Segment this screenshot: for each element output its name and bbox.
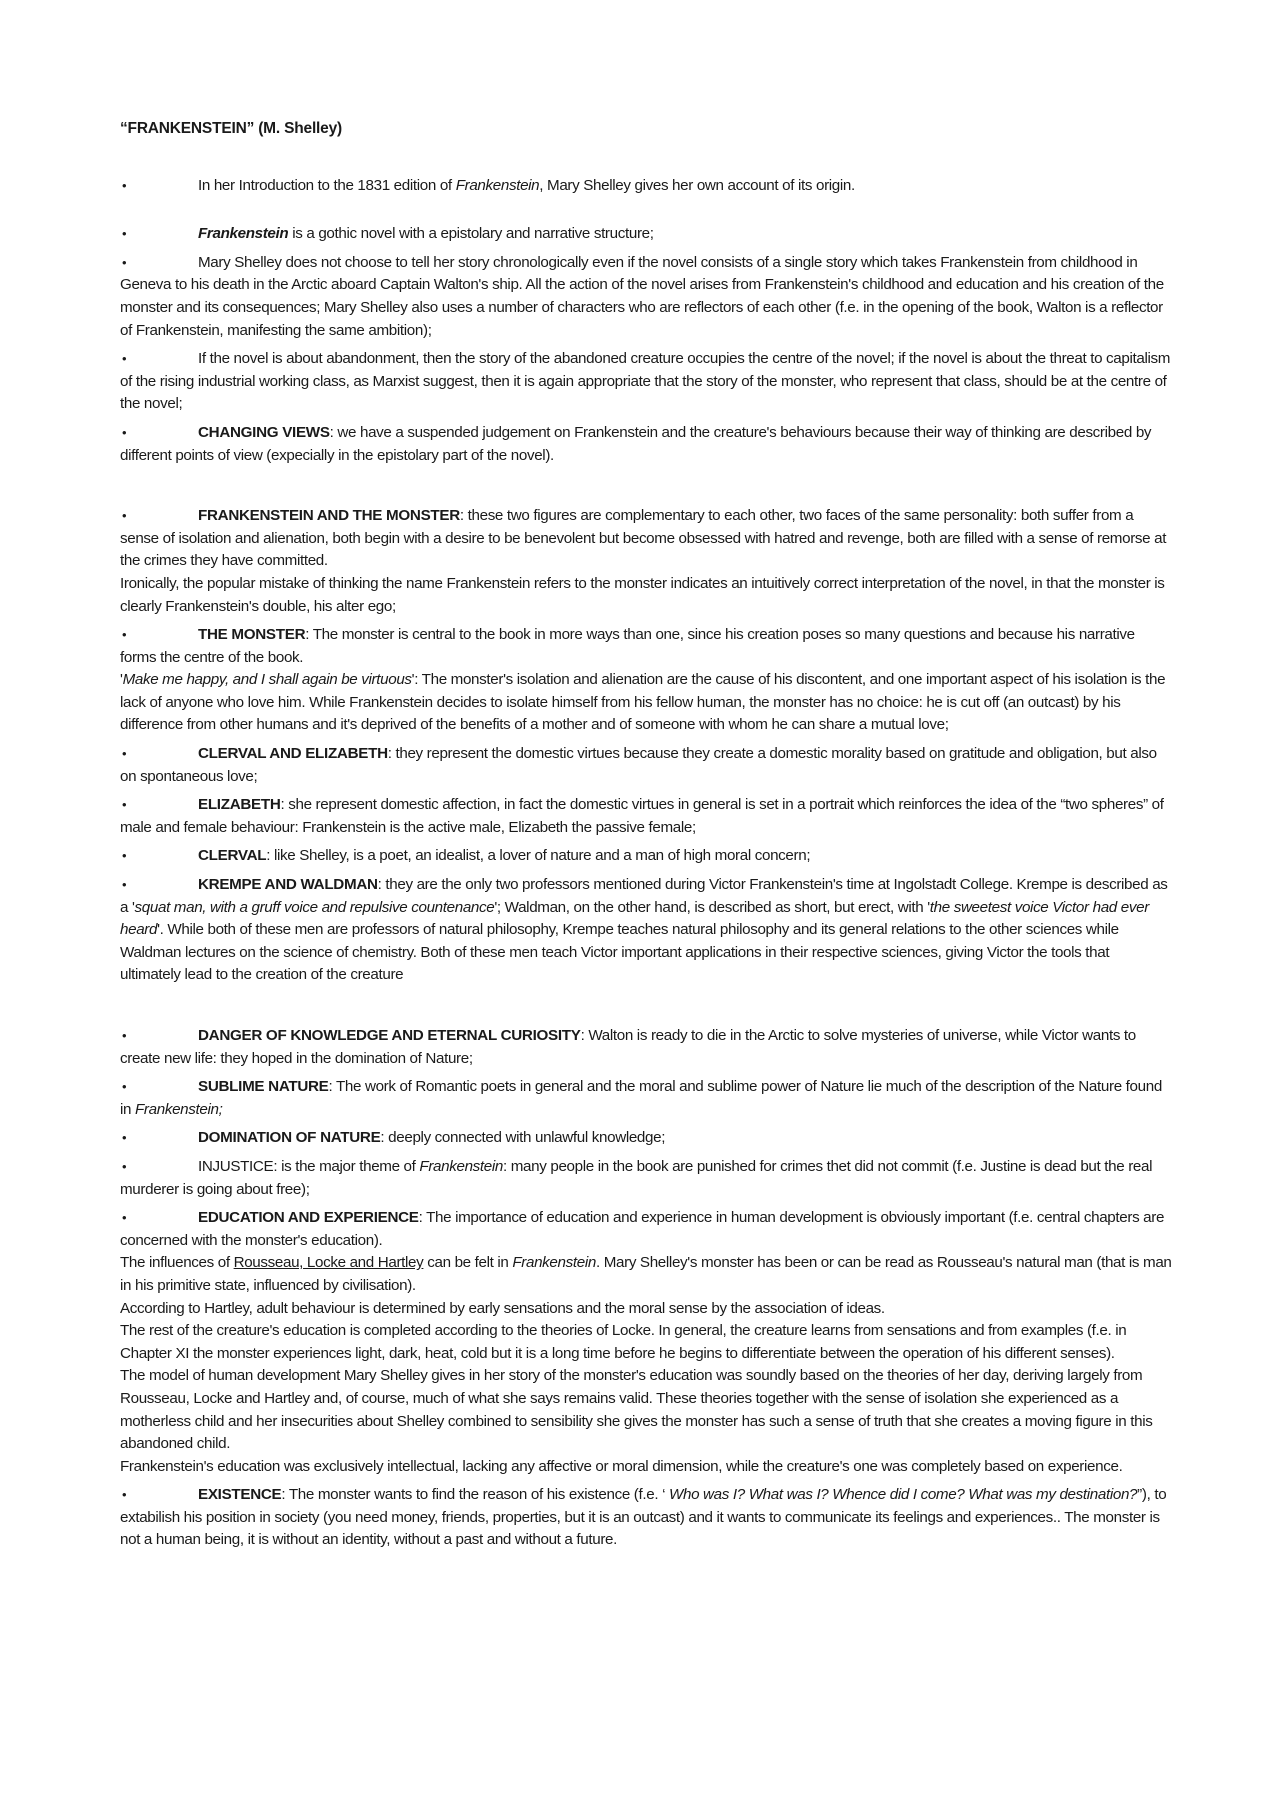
bullet-item-domination-nature (120, 1127, 1172, 1150)
section-heading: CHANGING VIEWS (198, 423, 330, 441)
text-run: can be felt in (423, 1254, 513, 1272)
section-heading: DANGER OF KNOWLEDGE AND ETERNAL CURIOSITY (198, 1027, 581, 1044)
bullet-icon: • (122, 424, 127, 440)
bullet-item-danger-knowledge (120, 1025, 1172, 1070)
text-run: Frankenstein (512, 1254, 596, 1272)
bullet-icon: • (122, 627, 127, 643)
text-run: Mary Shelley does not choose to tell her story chronologically even if the novel consists of a single story which takes Frankenstein from childhood in Geneva to his death in the Arctic aboard Captain Walton's ship. All the action of the novel arises from Frankenstein's childhood and education and his creation of the monster and its consequences; Mary Shelley also uses a number of characters who are reflectors of each other (f.e. in the opening of the book, Walton is a reflector of Frankenstein, manifesting the same ambition); (120, 253, 1164, 339)
text-run: squat man, with a gruff voice and repulsive countenance (134, 898, 495, 916)
text-run: : The monster is central to the book in more ways than one, since his creation poses so many questions and because his narrative forms the centre of the book. (120, 626, 1135, 666)
section-heading: EXISTENCE (198, 1486, 282, 1504)
bullet-item-injustice (120, 1156, 1172, 1201)
continuation-paragraph (120, 1298, 1172, 1321)
bullet-item-clerval-elizabeth (120, 743, 1172, 788)
bullet-icon: • (122, 1487, 127, 1503)
text-run: the sweetest voice Victor had ever heard (120, 898, 1149, 939)
bullet-item-elizabeth (120, 794, 1172, 839)
text-run: In her Introduction to the 1831 edition of (198, 176, 456, 194)
bullet-item-krempe-waldman (120, 874, 1172, 987)
section-heading: KREMPE AND WALDMAN (198, 876, 378, 894)
text-run: . Mary Shelley's monster has been or can be read as Rousseau's natural man (that is man in his primitive state, influenced by civilisation). (120, 1254, 1172, 1294)
bullet-item-changing-views (120, 422, 1172, 467)
document-body (120, 175, 1172, 1552)
text-run: Frankenstein (419, 1157, 504, 1175)
document-title: “FRANKENSTEIN” (M. Shelley) (120, 120, 342, 137)
bullet-item-existence (120, 1484, 1172, 1552)
text-run: According to Hartley, adult behaviour is determined by early sensations and the moral sense by the association of ideas. (120, 1299, 885, 1317)
bullet-icon: • (122, 1158, 127, 1174)
text-run: Frankenstein (455, 176, 540, 194)
continuation-paragraph (120, 1252, 1172, 1297)
bullet-icon: • (122, 351, 127, 367)
text-run: The rest of the creature's education is completed according to the theories of Locke. In general, the creature learns from sensations and from examples (f.e. in Chapter XI the monster experiences light, dark, heat, cold but it is a long time before he begins to differentiate between the operation of his different senses). (120, 1322, 1127, 1362)
text-run: is a gothic novel with a epistolary and narrative structure; (288, 225, 654, 243)
bullet-icon: • (122, 1028, 127, 1043)
section-heading: CLERVAL AND ELIZABETH (198, 745, 388, 763)
continuation-paragraph (120, 1365, 1172, 1455)
text-run: : The importance of education and experience in human development is obviously important (f.e. central chapters are concerned with the monster's education). (120, 1209, 1165, 1249)
bullet-item-sublime-nature (120, 1076, 1172, 1121)
bullet-icon: • (122, 797, 127, 813)
continuation-paragraph (120, 1456, 1172, 1479)
text-run: : Walton is ready to die in the Arctic to solve mysteries of universe, while Victor wants to create new life: they hoped in the domination of Nature; (120, 1027, 1136, 1067)
text-run: , Mary Shelley gives her own account of its origin. (539, 176, 855, 194)
section-heading: THE MONSTER (198, 626, 306, 644)
text-run: Who was I? What was I? Whence did I come? What was my destination? (668, 1486, 1138, 1504)
bullet-item-the-monster (120, 624, 1172, 669)
text-run: The model of human development Mary Shelley gives in her story of the monster's education was soundly based on the theories of her day, deriving largely from Rousseau, Locke and Hartley and, of course, much of what she says remains valid. These theories together with the sense of isolation she experienced as a motherless child and her insecurities about Shelley combined to sensibility she gives the monster has such a sense of truth that she creates a moving figure in this abandoned child. (120, 1367, 1153, 1453)
bullet-icon: • (122, 508, 127, 524)
text-run: Frankenstein; (135, 1100, 223, 1118)
section-heading: ELIZABETH (198, 796, 281, 814)
bullet-item-origin (120, 175, 1172, 198)
text-run: : they represent the domestic virtues because they create a domestic morality based on gratitude and obligation, but also on spontaneous love; (120, 745, 1157, 785)
text-run: Make me happy, and I shall again be virtuous (122, 671, 412, 689)
text-run: Ironically, the popular mistake of thinking the name Frankenstein refers to the monster indicates an intuitively correct interpretation of the novel, in that the monster is clearly Frankenstein's double, his alter ego; (120, 574, 1165, 615)
text-run: : these two figures are complementary to each other, two faces of the same personality: both suffer from a sense of isolation and alienation, both begin with a desire to be benevolent but become obsessed with hatred and revenge, both are filled with a sense of remorse at the crimes they have committed. (120, 507, 1167, 570)
text-run: The influences of (120, 1254, 234, 1272)
bullet-icon: • (122, 254, 127, 270)
continuation-paragraph (120, 1320, 1172, 1365)
bullet-icon: • (122, 746, 127, 762)
text-run: Frankenstein's education was exclusively intellectual, lacking any affective or moral dimension, while the creature's one was completely based on experience. (120, 1457, 1123, 1475)
text-run: INJUSTICE: is the major theme of (198, 1157, 420, 1175)
bullet-item-chronology (120, 252, 1172, 342)
text-run: : we have a suspended judgement on Frankenstein and the creature's behaviours because their way of thinking are described by different points of view (expecially in the epistolary part of the novel). (120, 423, 1152, 464)
bullet-icon: • (122, 226, 127, 242)
text-run: '; Waldman, on the other hand, is described as short, but erect, with ' (494, 898, 930, 916)
section-heading: SUBLIME NATURE (198, 1078, 329, 1096)
bullet-icon: • (122, 1079, 127, 1095)
text-run: : like Shelley, is a poet, an idealist, a lover of nature and a man of high moral concern; (266, 847, 811, 865)
text-run: : deeply connected with unlawful knowledge; (380, 1129, 666, 1147)
section-heading: DOMINATION OF NATURE (198, 1129, 381, 1147)
bullet-item-abandonment (120, 348, 1172, 416)
text-run: '. While both of these men are professors of natural philosophy, Krempe teaches natural philosophy and its general relations to the other sciences while Waldman lectures on the science of chemistry. Both of these men teach Victor important applications in their respective sciences, giving Victor the tools that ultimately lead to the creation of the creature (120, 921, 1119, 984)
bullet-item-gothic (120, 223, 1172, 246)
section-heading: EDUCATION AND EXPERIENCE (198, 1209, 419, 1227)
text-run: ' (120, 671, 123, 689)
continuation-paragraph (120, 573, 1172, 618)
text-run: : many people in the book are punished for crimes thet did not commit (f.e. Justine is dead but the real murderer is going about free); (120, 1157, 1153, 1198)
text-run: : they are the only two professors mentioned during Victor Frankenstein's time at Ingolstadt College. Krempe is described as a ' (120, 876, 1168, 916)
bullet-item-frankenstein-monster (120, 505, 1172, 573)
text-run: Frankenstein (198, 225, 289, 243)
bullet-icon: • (122, 1210, 127, 1226)
bullet-icon: • (122, 177, 127, 193)
text-run: ': The monster's isolation and alienation are the cause of his discontent, and one important aspect of his isolation is the lack of anyone who love him. While Frankenstein decides to isolate himself from his fellow human, the monster has no choice: he is cut off (an outcast) by his difference from other humans and it's deprived of the benefits of a mother and of someone with whom he can share a mutual love; (120, 671, 1166, 734)
text-run: Rousseau, Locke and Hartley (233, 1254, 424, 1272)
text-run: : she represent domestic affection, in fact the domestic virtues in general is set in a portrait which reinforces the idea of the “two spheres” of male and female behaviour: Frankenstein is the active male, Elizabeth the passive female; (120, 796, 1164, 836)
text-run: : The monster wants to find the reason of his existence (f.e. ‘ (281, 1486, 669, 1504)
section-heading: CLERVAL (198, 847, 267, 865)
bullet-icon: • (122, 877, 127, 893)
bullet-icon: • (122, 1130, 127, 1146)
continuation-paragraph (120, 669, 1172, 737)
bullet-item-education (120, 1207, 1172, 1252)
section-heading: FRANKENSTEIN AND THE MONSTER (198, 507, 460, 525)
bullet-item-clerval (120, 845, 1172, 868)
bullet-icon: • (122, 848, 127, 864)
document-page (120, 118, 1172, 1552)
text-run: ”), to extabilish his position in society (you need money, friends, properties, but it is an outcast) and it wants to communicate its feelings and experiences.. The monster is not a human being, it is without an identity, without a past and without a future. (120, 1486, 1167, 1549)
text-run: If the novel is about abandonment, then the story of the abandoned creature occupies the centre of the novel; if the novel is about the threat to capitalism of the rising industrial working class, as Marxist suggest, then it is again appropriate that the story of the monster, who represent that class, should be at the centre of the novel; (120, 350, 1171, 413)
text-run: : The work of Romantic poets in general and the moral and sublime power of Nature lie much of the description of the Nature found in (120, 1078, 1162, 1118)
